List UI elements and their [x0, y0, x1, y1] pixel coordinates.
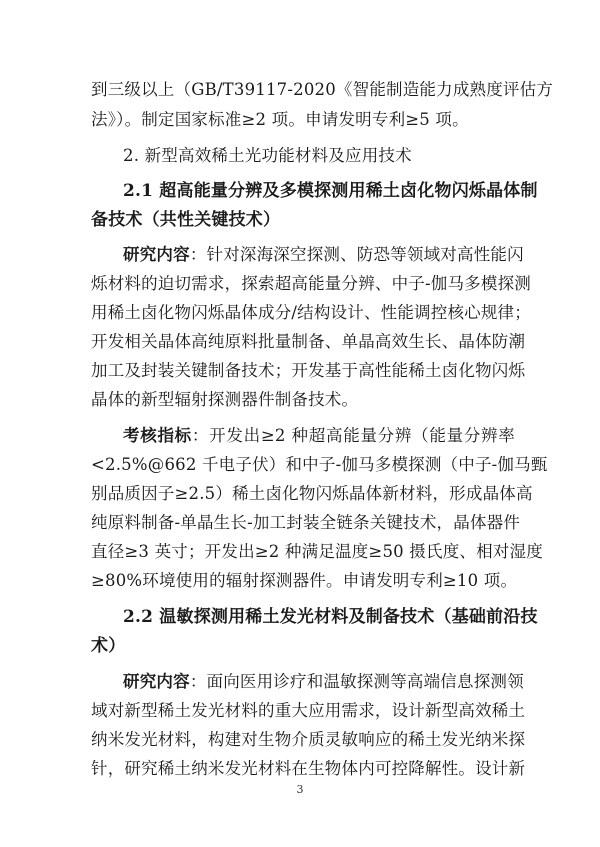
page-number: 3: [296, 783, 304, 796]
text-line: 晶体的新型辐射探测器件制备技术。: [91, 390, 359, 409]
text-line: 到三级以上（GB/T39117-2020《智能制造能力成熟度评估方: [91, 80, 554, 99]
subsection-heading: 术）: [91, 636, 126, 656]
text-line: 针，研究稀土纳米发光材料在生物体内可控降解性。设计新: [91, 759, 526, 778]
text-line: 开发相关晶体高纯原料批量制备、单晶高效生长、晶体防潮: [91, 332, 526, 351]
text-line: 直径≥3 英寸；开发出≥2 种满足温度≥50 摄氏度、相对湿度: [91, 542, 543, 561]
subsection-heading: 2.1 超高能量分辨及多模探测用稀土卤化物闪烁晶体制: [123, 181, 538, 201]
text-line: 纯原料制备-单晶生长-加工封装全链条关键技术，晶体器件: [91, 513, 521, 532]
section-heading: 2. 新型高效稀土光功能材料及应用技术: [123, 146, 412, 165]
label-research-content: 研究内容: [123, 245, 190, 264]
text-run: ：面向医用诊疗和温敏探测等高端信息探测领: [189, 672, 524, 691]
text-line: <2.5%@662 千电子伏）和中子-伽马多模探测（中子-伽马甄: [91, 455, 548, 474]
text-line: 用稀土卤化物闪烁晶体成分/结构设计、性能调控核心规律；: [91, 303, 531, 322]
label-assessment-indicators: 考核指标: [123, 426, 192, 445]
paragraph-first-line: [123, 670, 524, 694]
paragraph-first-line: [123, 424, 515, 448]
text-line: 法》）。制定国家标准≥2 项。申请发明专利≥5 项。: [91, 110, 469, 129]
subsection-heading: 备技术（共性关键技术）: [91, 210, 281, 230]
text-line: ≥80%环境使用的辐射探测器件。申请发明专利≥10 项。: [91, 571, 518, 590]
text-run: ：开发出≥2 种超高能量分辨（能量分辨率: [191, 426, 515, 445]
text-line: 烁材料的迫切需求，探索超高能量分辨、中子-伽马多模探测: [91, 274, 531, 293]
text-line: 加工及封装关键制备技术；开发基于高性能稀土卤化物闪烁: [91, 361, 526, 380]
paragraph-first-line: [123, 243, 524, 267]
subsection-heading: 2.2 温敏探测用稀土发光材料及制备技术（基础前沿技: [123, 607, 538, 627]
label-research-content: 研究内容: [123, 672, 190, 691]
text-line: 别品质因子≥2.5）稀土卤化物闪烁晶体新材料，形成晶体高: [91, 484, 533, 503]
text-line: 纳米发光材料，构建对生物介质灵敏响应的稀土发光纳米探: [91, 730, 526, 749]
text-line: 域对新型稀土发光材料的重大应用需求，设计新型高效稀土: [91, 701, 526, 720]
text-run: ：针对深海深空探测、防恐等领域对高性能闪: [189, 245, 524, 264]
